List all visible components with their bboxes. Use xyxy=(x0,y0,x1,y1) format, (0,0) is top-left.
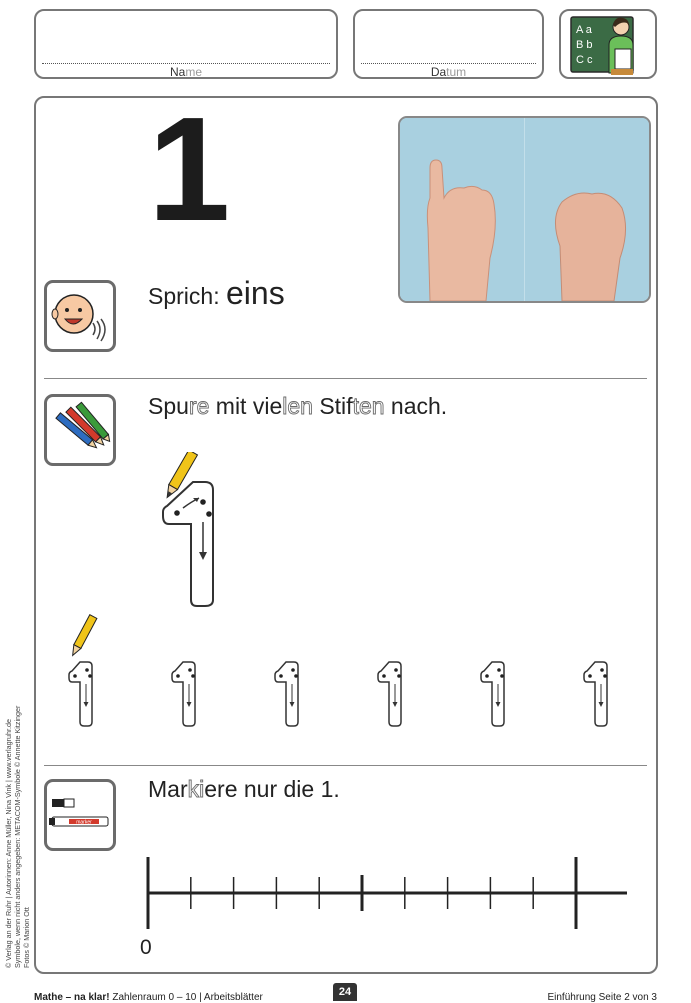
practice-digit[interactable] xyxy=(472,610,522,740)
teacher-icon xyxy=(561,11,655,77)
divider-1 xyxy=(44,378,647,379)
colored-pencils-icon xyxy=(47,397,113,463)
name-line xyxy=(42,63,330,64)
speaking-face-icon xyxy=(47,283,113,349)
marker-icon-box xyxy=(44,779,116,851)
big-number: 1 xyxy=(148,87,231,252)
side-credits: © Verlag an der Ruhr | Autorinnen: Anne Müller, Nina Vink | www.verlagruhr.de Symbole, wenn nicht anders angegeben: METACOM-Symbole © Annette Kitzinger Fotos © Marion Ott xyxy=(4,705,31,968)
name-label: Name xyxy=(169,65,202,79)
number-line xyxy=(140,855,640,935)
footer-left: Mathe – na klar! Zahlenraum 0 – 10 | Arbeitsblätter xyxy=(34,992,263,1003)
practice-digit[interactable] xyxy=(163,610,213,740)
practice-digit-row xyxy=(60,610,640,740)
speak-icon-box xyxy=(44,280,116,352)
practice-digit[interactable] xyxy=(369,610,419,740)
practice-digit[interactable] xyxy=(575,610,625,740)
marker-label: marker xyxy=(76,819,92,826)
date-line xyxy=(361,63,536,64)
speak-word: eins xyxy=(225,275,285,311)
number-line-zero-label: 0 xyxy=(140,936,152,959)
hand-sign-photo xyxy=(398,116,651,303)
trace-instruction: Spure mit vielen Stiften nach. xyxy=(148,393,448,419)
marker-icon xyxy=(47,782,113,848)
date-label: Datum xyxy=(430,65,467,79)
alphabet-c: C c xyxy=(576,54,593,66)
practice-digit[interactable] xyxy=(266,610,316,740)
mark-instruction: Markiere nur die 1. xyxy=(148,776,340,802)
teacher-icon-box xyxy=(559,9,657,79)
speak-prefix: Sprich: xyxy=(148,283,220,309)
alphabet-a: A a xyxy=(576,24,592,36)
page-number-badge: 24 xyxy=(333,983,357,1001)
alphabet-b: B b xyxy=(576,39,593,51)
divider-2 xyxy=(44,765,647,766)
name-field[interactable] xyxy=(34,9,338,79)
date-field[interactable] xyxy=(353,9,544,79)
trace-digit-large xyxy=(155,452,235,612)
pencils-icon-box xyxy=(44,394,116,466)
speak-instruction xyxy=(148,275,285,312)
footer-right: Einführung Seite 2 von 3 xyxy=(547,992,657,1003)
practice-digit[interactable] xyxy=(60,610,110,740)
